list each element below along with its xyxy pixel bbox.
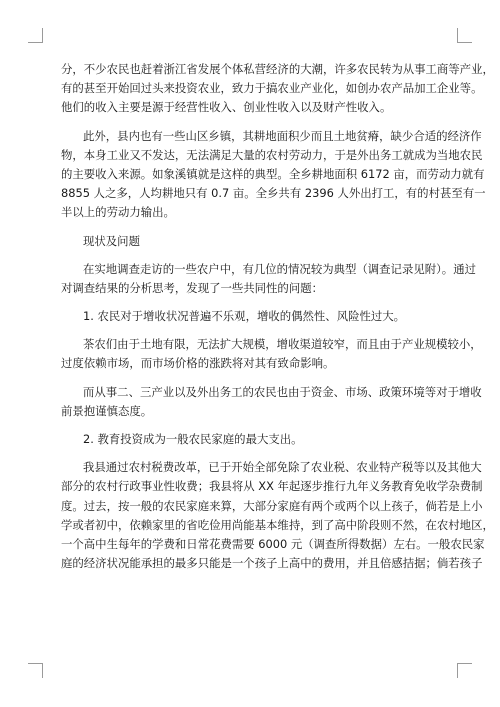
paragraph bbox=[61, 60, 494, 118]
text-line: 对调查结果的分析思考，发现了一些共同性的问题： bbox=[61, 280, 323, 295]
text-line: 现状及问题 bbox=[83, 233, 140, 248]
crop-mark-top-right bbox=[457, 28, 472, 43]
text-line: 半以上的劳动力输出。 bbox=[61, 205, 175, 220]
paragraph bbox=[61, 335, 482, 373]
paragraph bbox=[61, 260, 476, 298]
document-body bbox=[61, 60, 494, 573]
paragraph bbox=[61, 127, 486, 223]
text-line: 庭的经济状况能承担的最多只能是一个孩子上高中的费用，并且倍感拮据；倘若孩子 bbox=[61, 556, 483, 571]
text-line: 2. 教育投资成为一般农民家庭的最大支出。 bbox=[83, 432, 303, 446]
paragraph bbox=[61, 430, 445, 449]
text-line: 学或者初中，依赖家里的省吃俭用尚能基本维持，到了高中阶段则不然，在农村地区， bbox=[61, 517, 494, 532]
text-line: 此外，县内也有一些山区乡镇，其耕地面积少而且土地贫瘠，缺少合适的经济作 bbox=[83, 128, 482, 143]
text-line: 度。过去，按一般的农民家庭来算，大部分家庭有两个或两个以上孩子，倘若是上小 bbox=[61, 498, 483, 513]
text-line: 我县通过农村税费改革，已于开始全部免除了农业税、农业特产税等以及其他大 bbox=[83, 460, 482, 475]
text-line: 而从事二、三产业以及外出务工的农民也由于资金、市场、政策环境等对于增收 bbox=[83, 384, 482, 399]
paragraph bbox=[61, 232, 445, 251]
text-line: 1. 农民对于增收状况普遍不乐观，增收的偶然性、风险性过大。 bbox=[83, 309, 406, 324]
paragraph bbox=[61, 383, 482, 421]
text-line: 有的甚至开始回过头来投资农业，致力于搞农业产业化，如创办农产品加工企业等。 bbox=[61, 81, 483, 96]
text-line: 过度依赖市场，而市场价格的涨跌将对其有致命影响。 bbox=[61, 356, 335, 371]
text-line: 茶农们由于土地有限，无法扩大规模，增收渠道较窄，而且由于产业规模较小， bbox=[83, 337, 482, 352]
paragraph bbox=[61, 458, 494, 573]
text-line: 在实地调查走访的一些农户中，有几位的情况较为典型（调查记录见附）。通过 bbox=[83, 261, 476, 276]
text-line: 的主要收入来源。如象溪镇就是这样的典型。全乡耕地面积 6172 亩，而劳动力就有 bbox=[61, 166, 485, 181]
crop-mark-bottom-left bbox=[28, 663, 43, 678]
text-line: 一个高中生每年的学费和日常花费需要 6000 元（调查所得数据）左右。一般农民家 bbox=[61, 536, 485, 551]
paragraph bbox=[61, 307, 445, 326]
text-line: 他们的收入主要是源于经营性收入、创业性收入以及财产性收入。 bbox=[61, 100, 392, 115]
text-line: 部分的农村行政事业性收费；我县将从 XX 年起逐步推行九年义务教育免收学杂费制 bbox=[61, 479, 483, 494]
text-line: 前景抱谨慎态度。 bbox=[61, 403, 153, 418]
crop-mark-top-left bbox=[28, 28, 43, 43]
text-line: 分，不少农民也赶着浙江省发展个体私营经济的大潮，许多农民转为从事工商等产业， bbox=[61, 62, 494, 76]
text-line: 物，本身工业又不发达，无法满足大量的农村劳动力，于是外出务工就成为当地农民 bbox=[61, 147, 483, 162]
text-line: 8855 人之多，人均耕地只有 0.7 亩。全乡共有 2396 人外出打工，有的村甚至有一 bbox=[61, 186, 486, 201]
crop-mark-bottom-right bbox=[457, 663, 472, 678]
